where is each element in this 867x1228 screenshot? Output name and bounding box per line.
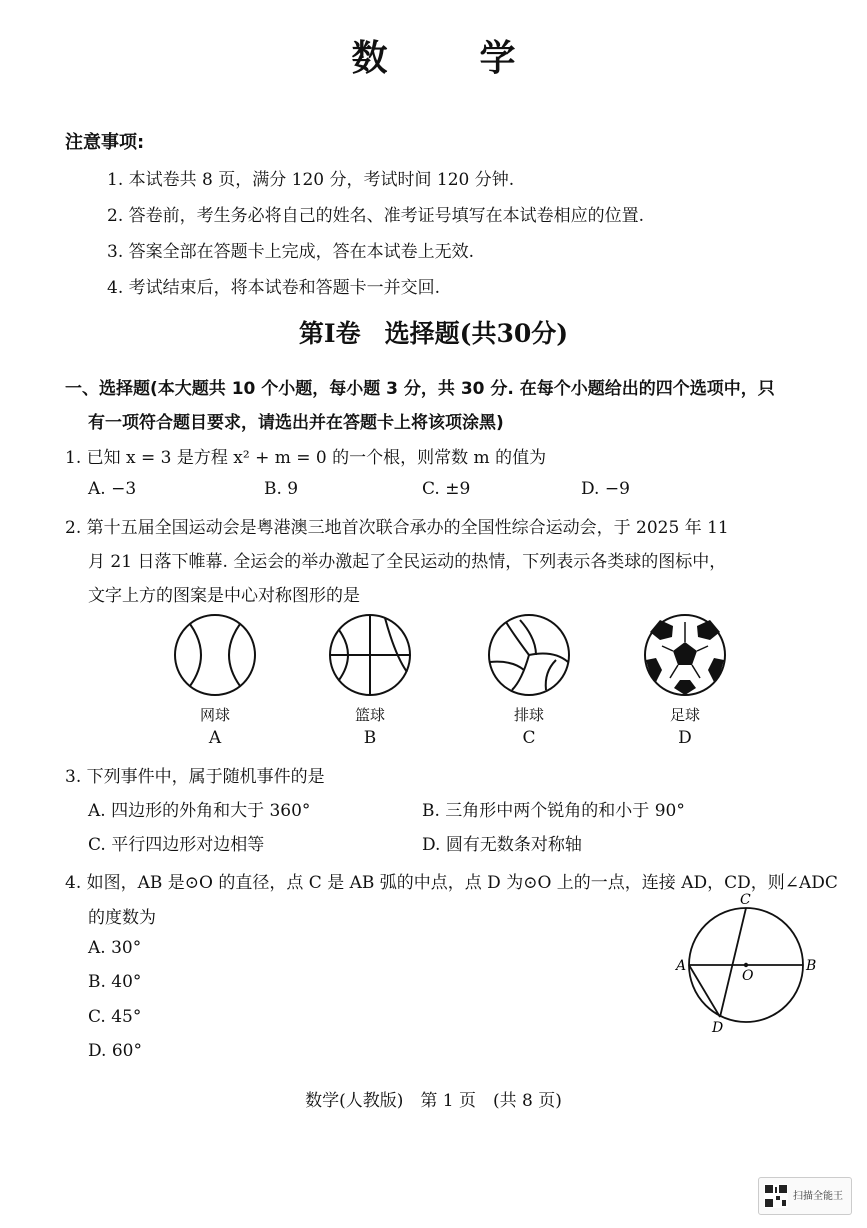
- label-b: B: [806, 958, 817, 974]
- scanner-watermark: [758, 1177, 852, 1215]
- q1-option-d: D. −9: [581, 479, 630, 499]
- note-item: 4. 考试结束后，将本试卷和答题卡一并交回.: [107, 278, 441, 298]
- note-item: 2. 答卷前，考生务必将自己的姓名、准考证号填写在本试卷相应的位置.: [107, 206, 645, 226]
- center-point: [744, 963, 748, 967]
- q2-line-3: 文字上方的图案是中心对称图形的是: [88, 586, 360, 606]
- section-heading: [0, 314, 867, 350]
- chord-ad: [689, 965, 720, 1017]
- q2-line-2: 月 21 日落下帷幕. 全运会的举办激起了全民运动的热情，下列表示各类球的图标中，: [88, 552, 727, 572]
- circle-diagram: [668, 888, 828, 1038]
- q3-option-a: A. 四边形的外角和大于 360°: [88, 801, 311, 821]
- q4-option-a: A. 30°: [88, 938, 142, 958]
- q1-option-c: C. ±9: [422, 479, 471, 499]
- label-o: O: [742, 968, 754, 984]
- q2-line-1: 2. 第十五届全国运动会是粤港澳三地首次联合承办的全国性综合运动会，于 2025 年 11: [65, 518, 729, 538]
- note-item: 1. 本试卷共 8 页，满分 120 分，考试时间 120 分钟.: [107, 170, 515, 190]
- section-part: 第Ⅰ卷: [298, 319, 361, 348]
- volleyball-icon: [484, 610, 574, 700]
- q3-option-b: B. 三角形中两个锐角的和小于 90°: [422, 801, 685, 821]
- watermark-text: 扫描全能王: [793, 1191, 843, 1202]
- q3-option-d: D. 圆有无数条对称轴: [422, 835, 582, 855]
- label-a: A: [676, 958, 687, 974]
- tennis-ball-icon: [170, 610, 260, 700]
- label-d: D: [712, 1020, 724, 1036]
- q1-option-a: A. −3: [88, 479, 137, 499]
- q4-option-d: D. 60°: [88, 1041, 142, 1061]
- ball-label-c: 排球: [513, 706, 544, 724]
- basketball-icon: [325, 610, 415, 700]
- soccer-ball-icon: [640, 610, 730, 700]
- q1-stem: 1. 已知 x = 3 是方程 x² + m = 0 的一个根，则常数 m 的值为: [65, 448, 547, 468]
- notes-heading: 注意事项:: [65, 132, 145, 153]
- q1-option-b: B. 9: [264, 479, 299, 499]
- ball-letter-c: C: [522, 728, 536, 748]
- page-title: 数 学: [351, 37, 544, 79]
- ball-letter-b: B: [363, 728, 377, 748]
- q4-option-c: C. 45°: [88, 1007, 142, 1027]
- q3-option-c: C. 平行四边形对边相等: [88, 835, 265, 855]
- q4-line-1: 4. 如图，AB 是⊙O 的直径，点 C 是 AB 弧的中点，点 D 为⊙O 上的一点，连接 AD，CD，则∠ADC: [65, 873, 838, 893]
- section-name: 选择题(共30分): [384, 319, 569, 348]
- ball-label-a: 网球: [199, 706, 230, 724]
- q4-option-b: B. 40°: [88, 972, 142, 992]
- instruction-line-2: 有一项符合题目要求，请选出并在答题卡上将该项涂黑): [88, 413, 504, 433]
- instruction-line-1: 一、选择题(本大题共 10 个小题，每小题 3 分，共 30 分. 在每个小题给出的四个选项中，只: [65, 379, 775, 399]
- ball-label-d: 足球: [669, 706, 700, 724]
- ball-letter-a: A: [208, 728, 222, 748]
- q4-line-2: 的度数为: [88, 908, 156, 928]
- note-item: 3. 答案全部在答题卡上完成，答在本试卷上无效.: [107, 242, 475, 262]
- q3-stem: 3. 下列事件中，属于随机事件的是: [65, 767, 325, 787]
- page-footer: 数学(人教版) 第 1 页 (共 8 页): [305, 1091, 562, 1111]
- chord-cd: [720, 908, 746, 1017]
- ball-letter-d: D: [678, 728, 692, 748]
- qr-code-icon: [764, 1184, 788, 1208]
- ball-label-b: 篮球: [354, 706, 385, 724]
- label-c: C: [740, 892, 751, 908]
